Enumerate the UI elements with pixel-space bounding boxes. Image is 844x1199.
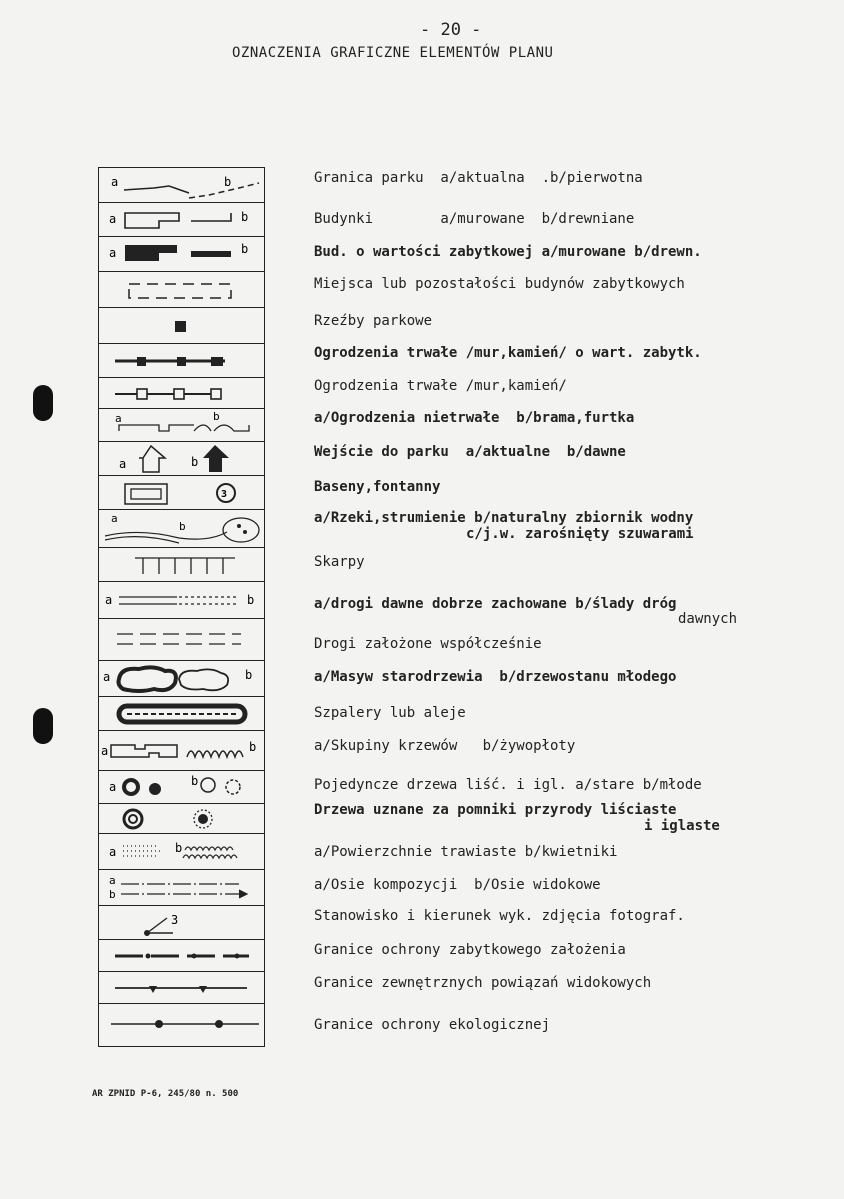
page-title: OZNACZENIA GRAFICZNE ELEMENTÓW PLANU (232, 45, 554, 61)
symbol-letter-a: a (111, 512, 118, 525)
symbol-slopes (99, 548, 264, 582)
legend-label-13-cont: dawnych (678, 611, 738, 627)
legend-label-13: a/drogi dawne dobrze zachowane b/ślady dróg (314, 596, 677, 612)
symbol-letter-a: a (119, 457, 127, 471)
symbol-letter-a: a (109, 212, 117, 226)
legend-label-18: Pojedyncze drzewa liść. i igl. a/stare b/młode (314, 777, 702, 793)
legend-label-20: a/Powierzchnie trawiaste b/kwietniki (314, 844, 618, 860)
symbol-ecological-boundary (99, 1004, 264, 1046)
symbol-lawns-flowerbeds (99, 834, 264, 870)
page-number: - 20 - (420, 20, 482, 40)
symbol-alleys (99, 697, 264, 731)
symbol-rivers-ponds (99, 510, 264, 548)
legend-label-5: Rzeźby parkowe (314, 313, 433, 329)
symbol-permanent-fence (99, 378, 264, 409)
symbol-letter-b: b (247, 593, 255, 607)
symbol-letter-a: a (103, 670, 111, 684)
legend-label-25: Granice ochrony ekologicznej (314, 1017, 551, 1033)
symbol-park-sculptures (99, 308, 264, 344)
symbol-letter-a: a (109, 845, 117, 859)
symbol-letter-b: b (249, 740, 257, 754)
symbol-letter-a: a (105, 593, 113, 607)
legend-label-15: a/Masyw starodrzewia b/drzewostanu młodego (314, 669, 677, 685)
symbol-old-tree-mass (99, 661, 264, 697)
symbol-park-boundary (99, 168, 264, 203)
symbol-letter-b: b (191, 774, 199, 788)
binder-hole-bottom (33, 708, 53, 744)
symbol-park-entrance (99, 442, 264, 476)
legend-label-8: a/Ogrodzenia nietrwałe b/brama,furtka (314, 410, 635, 426)
legend-label-19-cont: i iglaste (644, 818, 720, 834)
symbol-letter-a: a (109, 246, 117, 260)
symbol-letter-b: b (213, 410, 220, 423)
symbol-historic-protection-boundary (99, 940, 264, 972)
legend-label-11: a/Rzeki,strumienie b/naturalny zbiornik wodny (314, 510, 694, 526)
legend-label-16: Szpalery lub aleje (314, 705, 466, 721)
legend-symbol-table (98, 167, 265, 1047)
symbol-letter-b: b (245, 668, 253, 682)
symbol-photo-station (99, 906, 264, 940)
symbol-letter-b: b (224, 175, 232, 189)
legend-label-19: Drzewa uznane za pomniki przyrody liściaste (314, 802, 677, 818)
symbol-photo-number: 3 (171, 913, 179, 927)
symbol-letter-a: a (115, 412, 122, 425)
symbol-historic-buildings (99, 237, 264, 272)
footer-print-code: AR ZPNID P-6, 245/80 n. 500 (92, 1089, 239, 1099)
symbol-letter-a: a (109, 874, 116, 887)
symbol-letter-b: b (175, 841, 183, 855)
symbol-view-relations-boundary (99, 972, 264, 1004)
legend-label-23: Granice ochrony zabytkowego założenia (314, 942, 626, 958)
legend-label-10: Baseny,fontanny (314, 479, 441, 495)
legend-label-9: Wejście do parku a/aktualne b/dawne (314, 444, 626, 460)
legend-label-24: Granice zewnętrznych powiązań widokowych (314, 975, 652, 991)
legend-label-14: Drogi założone współcześnie (314, 636, 542, 652)
symbol-shrubs-hedges (99, 731, 264, 771)
symbol-building-remains (99, 272, 264, 308)
legend-label-12: Skarpy (314, 554, 365, 570)
legend-label-7: Ogrodzenia trwałe /mur,kamień/ (314, 378, 567, 394)
symbol-letter-a: a (101, 744, 109, 758)
symbol-letter-a: a (109, 780, 117, 794)
legend-label-11-cont: c/j.w. zarośnięty szuwarami (466, 526, 694, 542)
symbol-single-trees (99, 771, 264, 804)
symbol-letter-b: b (191, 455, 199, 469)
binder-hole-top (33, 385, 53, 421)
symbol-modern-roads (99, 619, 264, 661)
legend-label-21: a/Osie kompozycji b/Osie widokowe (314, 877, 601, 893)
symbol-letter-b: b (109, 888, 116, 901)
symbol-historic-fence (99, 344, 264, 378)
legend-label-3: Bud. o wartości zabytkowej a/murowane b/drewn. (314, 244, 702, 260)
symbol-letter-b: b (179, 520, 186, 533)
symbol-pools-fountains (99, 476, 264, 510)
symbol-axes (99, 870, 264, 906)
symbol-temporary-fence (99, 409, 264, 442)
legend-label-22: Stanowisko i kierunek wyk. zdjęcia fotograf. (314, 908, 685, 924)
symbol-monument-trees (99, 804, 264, 834)
legend-label-1: Granica parku a/aktualna .b/pierwotna (314, 170, 643, 186)
legend-label-6: Ogrodzenia trwałe /mur,kamień/ o wart. zabytk. (314, 345, 702, 361)
symbol-letter-b: b (241, 242, 249, 256)
symbol-letter-b: b (241, 210, 249, 224)
symbol-old-roads (99, 582, 264, 619)
symbol-fountain-mark: 3 (221, 489, 228, 500)
legend-label-4: Miejsca lub pozostałości budynów zabytkowych (314, 276, 685, 292)
legend-label-17: a/Skupiny krzewów b/żywopłoty (314, 738, 576, 754)
legend-label-2: Budynki a/murowane b/drewniane (314, 211, 635, 227)
symbol-buildings (99, 203, 264, 237)
symbol-letter-a: a (111, 175, 119, 189)
